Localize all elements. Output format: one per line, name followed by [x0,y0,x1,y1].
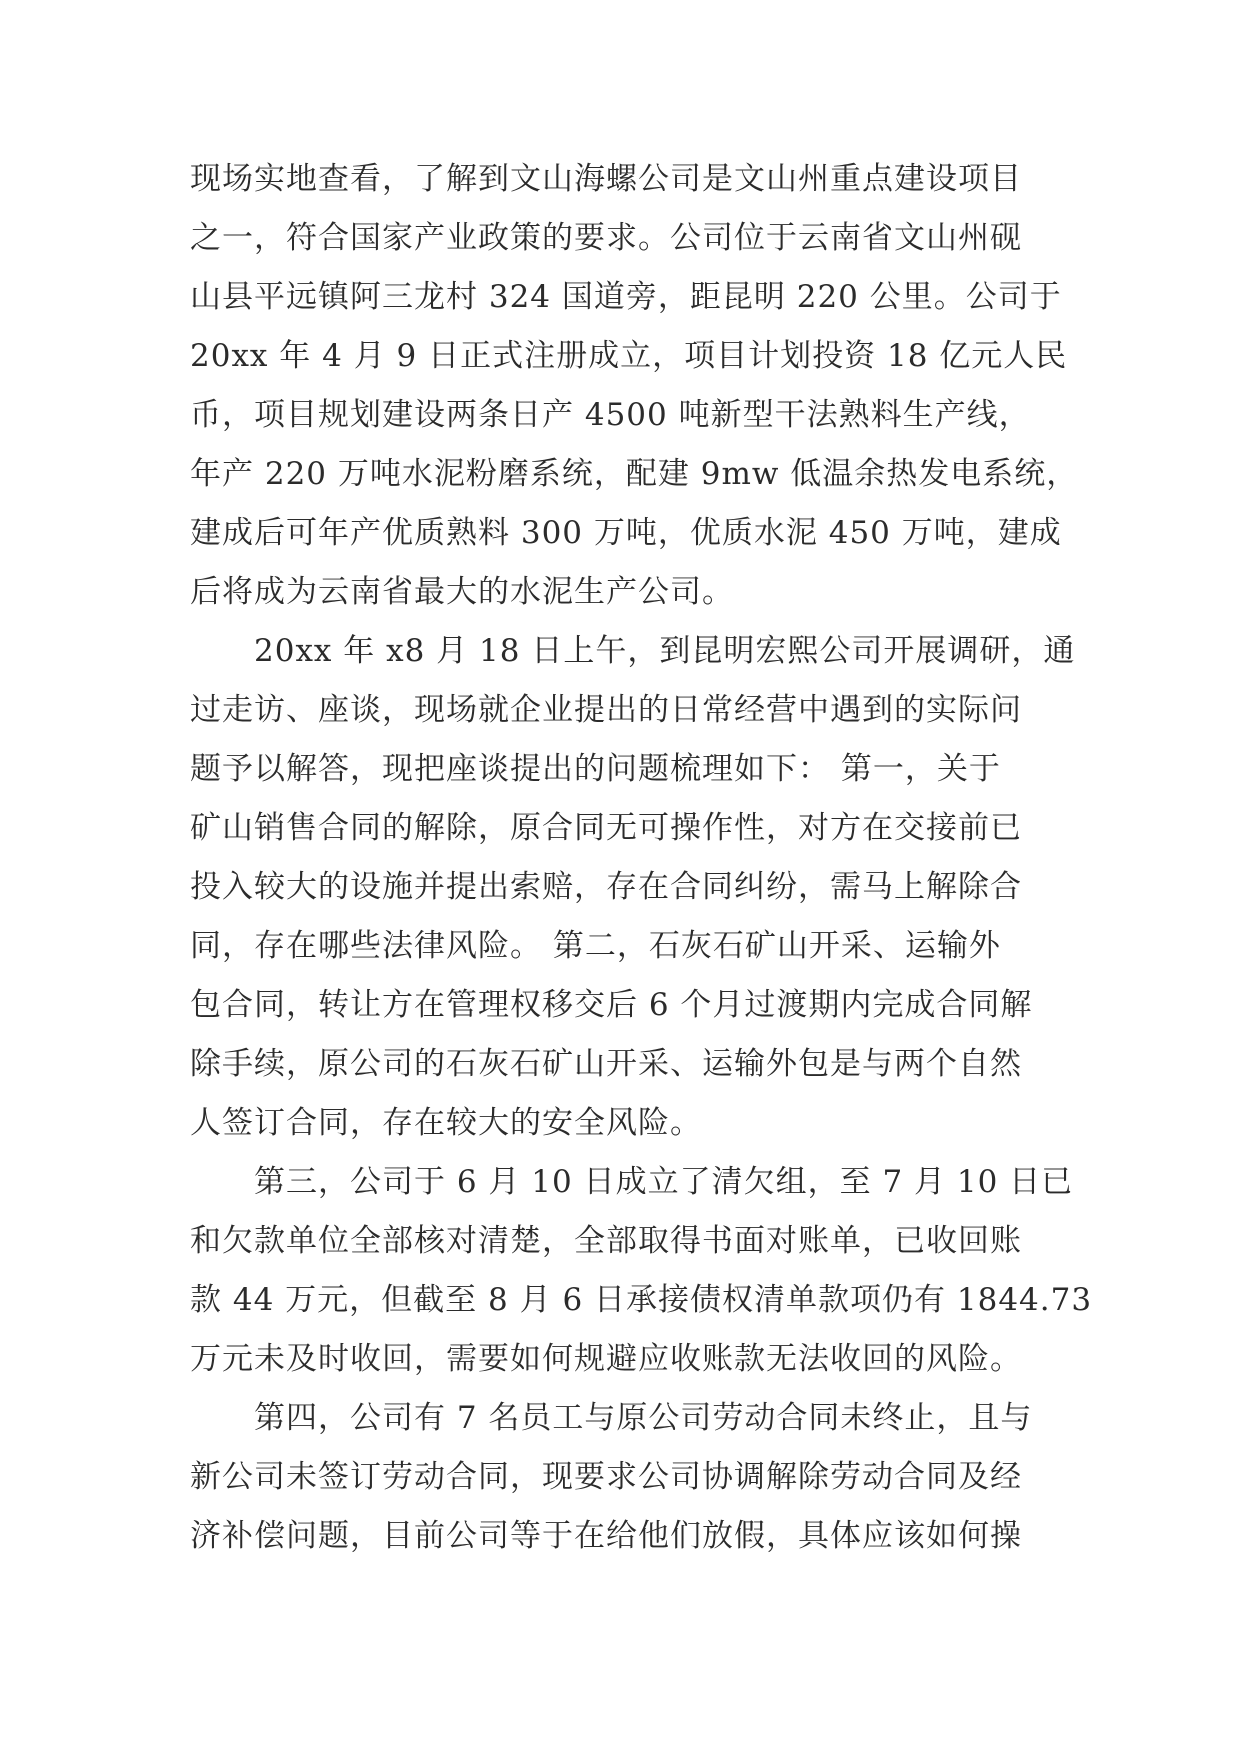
text-line: 过走访、座谈，现场就企业提出的日常经营中遇到的实际问 [190,692,1022,728]
text-line: 币，项目规划建设两条日产 4500 吨新型干法熟料生产线， [190,397,1031,433]
text-line: 之一，符合国家产业政策的要求。公司位于云南省文山州砚 [190,220,1022,256]
text-line: 济补偿问题，目前公司等于在给他们放假，具体应该如何操 [190,1518,1022,1554]
text-line: 投入较大的设施并提出索赔，存在合同纠纷，需马上解除合 [190,869,1022,905]
body-text [190,150,1093,1566]
text-line: 同，存在哪些法律风险。 第二，石灰石矿山开采、运输外 [190,928,1001,964]
text-line: 包合同，转让方在管理权移交后 6 个月过渡期内完成合同解 [190,987,1033,1023]
text-line: 后将成为云南省最大的水泥生产公司。 [190,574,734,610]
text-line: 除手续，原公司的石灰石矿山开采、运输外包是与两个自然 [190,1046,1022,1082]
text-line: 建成后可年产优质熟料 300 万吨，优质水泥 450 万吨，建成 [190,515,1062,551]
text-line: 20xx 年 4 月 9 日正式注册成立，项目计划投资 18 亿元人民 [190,338,1068,374]
text-line: 款 44 万元，但截至 8 月 6 日承接债权清单款项仍有 1844.73 [190,1282,1093,1318]
text-line: 和欠款单位全部核对清楚，全部取得书面对账单，已收回账 [190,1223,1022,1259]
text-line: 矿山销售合同的解除，原合同无可操作性，对方在交接前已 [190,810,1022,846]
paragraph-first-line: 第四，公司有 7 名员工与原公司劳动合同未终止，且与 [254,1400,1033,1436]
text-line: 现场实地查看，了解到文山海螺公司是文山州重点建设项目 [190,161,1022,197]
text-line: 年产 220 万吨水泥粉磨系统，配建 9mw 低温余热发电系统， [190,456,1079,492]
paragraph-first-line: 20xx 年 x8 月 18 日上午，到昆明宏熙公司开展调研，通 [254,633,1076,669]
text-line: 山县平远镇阿三龙村 324 国道旁，距昆明 220 公里。公司于 [190,279,1062,315]
text-line: 人签订合同，存在较大的安全风险。 [190,1105,702,1141]
text-line: 题予以解答，现把座谈提出的问题梳理如下： 第一，关于 [190,751,1001,787]
paragraph-first-line: 第三，公司于 6 月 10 日成立了清欠组，至 7 月 10 日已 [254,1164,1074,1200]
text-line: 万元未及时收回，需要如何规避应收账款无法收回的风险。 [190,1341,1022,1377]
text-line: 新公司未签订劳动合同，现要求公司协调解除劳动合同及经 [190,1459,1022,1495]
